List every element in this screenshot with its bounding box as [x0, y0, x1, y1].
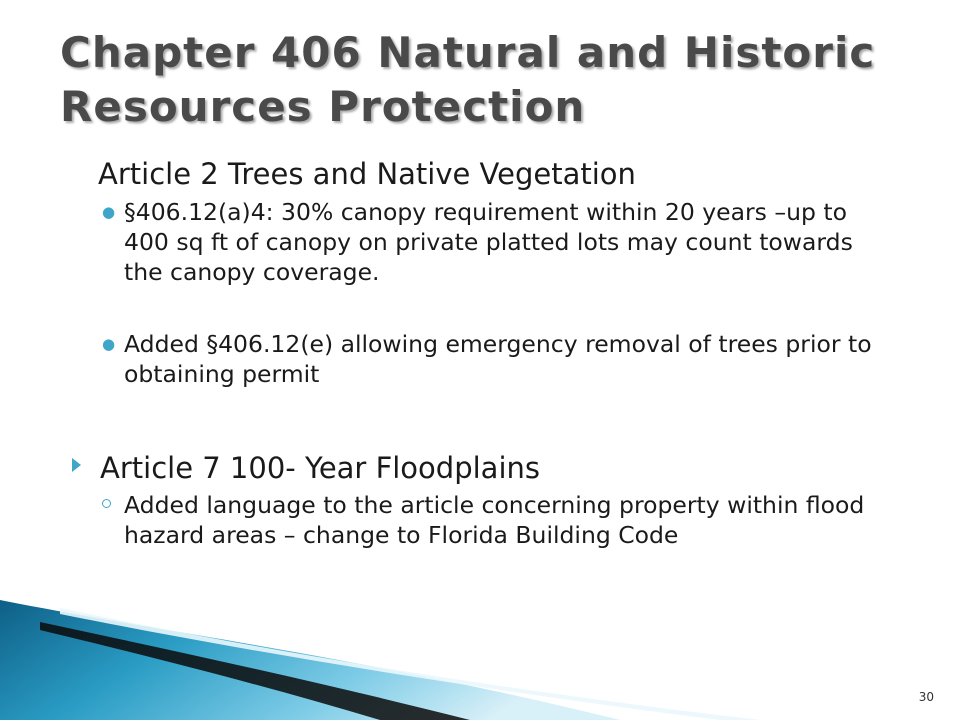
bullet-text: Added §406.12(e) allowing emergency removal of trees prior to obtaining permit	[124, 330, 872, 388]
arrow-bullet-icon	[72, 458, 81, 472]
slide-title: Chapter 406 Natural and Historic Resources Protection	[60, 28, 876, 131]
bullet-text: Added language to the article concerning property within flood hazard areas – change to Florida Building Code	[124, 491, 865, 549]
article-2-bullet	[98, 197, 898, 287]
dot-bullet-icon: ●	[102, 203, 116, 221]
article-7-bullet	[98, 490, 910, 550]
article-7-heading	[70, 450, 910, 486]
ring-bullet-icon	[102, 499, 111, 508]
article-7-bullet-list	[98, 490, 910, 550]
article-2-bullet	[98, 329, 898, 389]
article-7-heading-text: Article 7 100- Year Floodplains	[100, 451, 540, 485]
dot-bullet-icon: ●	[102, 335, 116, 353]
wave-decoration	[0, 600, 960, 720]
article-2-bullet-list	[98, 197, 898, 389]
article-7-block	[70, 450, 910, 550]
page-number: 30	[918, 690, 934, 704]
article-2-heading: Article 2 Trees and Native Vegetation	[98, 157, 636, 191]
bullet-text: §406.12(a)4: 30% canopy requirement within 20 years –up to 400 sq ft of canopy on private platted lots may count towards the canopy coverage.	[124, 198, 853, 286]
